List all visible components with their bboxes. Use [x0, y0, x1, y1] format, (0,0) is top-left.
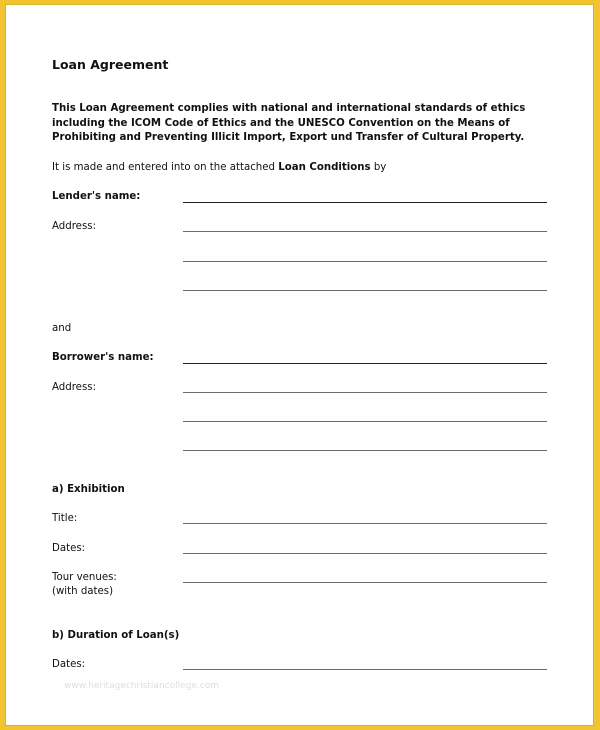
borrower-address-label: Address: [52, 382, 97, 393]
borrower-address-line-3[interactable] [183, 450, 547, 451]
duration-dates-line[interactable] [183, 669, 547, 670]
borrower-address-line-1[interactable] [183, 392, 547, 393]
exhibition-heading: a) Exhibition [52, 484, 125, 495]
lender-address-line-2[interactable] [183, 261, 547, 262]
tour-venues-line[interactable] [183, 582, 547, 583]
borrower-address-line-2[interactable] [183, 421, 547, 422]
intro-paragraph: This Loan Agreement complies with national and international standards of ethics including the ICOM Code of Ethics and the UNESCO Convention on the Means of Prohibiting and Preventing Illicit Import, Export und Transfer of Cultural Property. [52, 103, 526, 143]
exhibition-title-line[interactable] [183, 523, 547, 524]
lender-address-line-1[interactable] [183, 231, 547, 232]
loan-conditions-text: Loan Conditions [278, 162, 371, 173]
lender-address-label: Address: [52, 221, 97, 232]
duration-dates-label: Dates: [52, 659, 86, 670]
tour-venues-sublabel: (with dates) [52, 586, 114, 597]
watermark-text: www.heritagechristiancollege.com [64, 681, 219, 691]
document-title: Loan Agreement [52, 57, 169, 72]
made-entered-sentence [52, 162, 386, 173]
lender-name-line[interactable] [183, 202, 547, 203]
lender-address-line-3[interactable] [183, 290, 547, 291]
borrower-name-label: Borrower's name: [52, 352, 154, 363]
document-page [5, 4, 594, 726]
exhibition-dates-line[interactable] [183, 553, 547, 554]
borrower-name-line[interactable] [183, 363, 547, 364]
made-suffix: by [370, 162, 387, 173]
duration-heading: b) Duration of Loan(s) [52, 630, 180, 641]
exhibition-dates-label: Dates: [52, 543, 86, 554]
lender-name-label: Lender's name: [52, 191, 141, 202]
and-text: and [52, 323, 72, 334]
exhibition-title-label: Title: [52, 513, 78, 524]
made-prefix: It is made and entered into on the attached [52, 162, 279, 173]
tour-venues-label: Tour venues: [52, 572, 117, 583]
